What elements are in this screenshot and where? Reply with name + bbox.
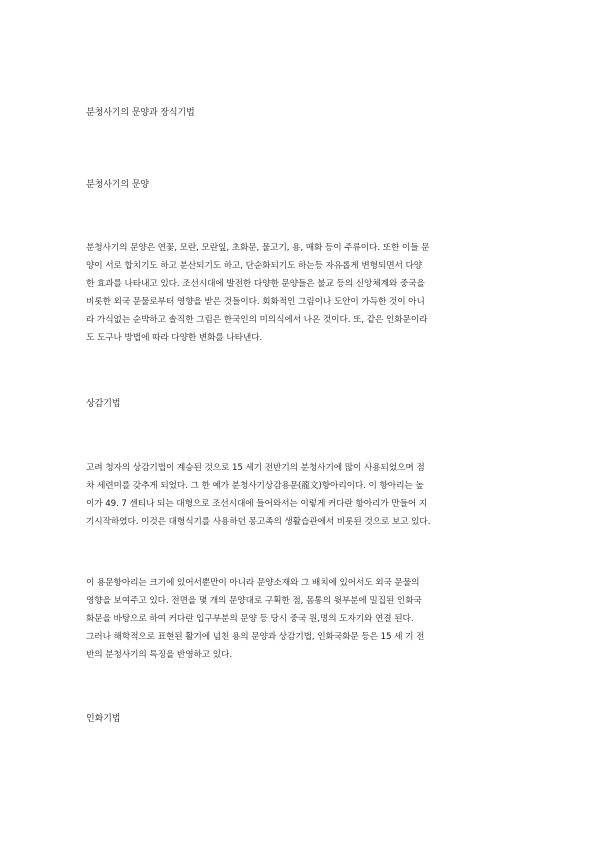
paragraph-line: 고려 청자의 상감기법이 계승된 것으로 15 세기 전반기의 분청사기에 많이 사용되었으며 점	[86, 463, 425, 473]
section-heading-inlay: 상감기법	[86, 399, 121, 409]
section-heading-stamp: 인화기법	[86, 714, 121, 724]
paragraph-line: 화문을 바탕으로 하여 커다란 입구부분의 문양 등 당시 중국 원,명의 도자기와 연결 된다.	[86, 614, 414, 624]
paragraph-line: 라 가식없는 순박하고 솔직한 그림은 한국인의 미의식에서 나온 것이다. 또, 같은 인화문이라	[86, 315, 428, 325]
document-title: 분청사기의 문양과 장식기법	[86, 108, 195, 118]
paragraph-line: 영향을 보여주고 있다. 전면을 몇 개의 문양대로 구획한 점, 몸통의 윗부분에 밀집된 인화국	[86, 596, 422, 606]
paragraph-line: 기시작하였다. 이것은 대형식기를 사용하던 몽고족의 생활습관에서 비롯된 것으로 보고 있다.	[86, 517, 431, 527]
paragraph-line: 차 세련미를 갖추게 되었다. 그 한 예가 분청사기상감용문(龍文)항아리이다. 이 항아리는 높	[86, 481, 424, 491]
paragraph-line: 이 용문항아리는 크기에 있어서뿐만이 아니라 문양소재와 그 배치에 있어서도 외국 문물의	[86, 578, 420, 588]
paragraph-line: 반의 분청사기의 특징을 반영하고 있다.	[86, 650, 232, 660]
paragraph-line: 이가 49. 7 센티나 되는 대형으로 조선시대에 들어와서는 이렇게 커다란 항아리가 만들어 지	[86, 499, 428, 509]
paragraph-line: 양이 서로 합치기도 하고 분산되기도 하고, 단순화되기도 하는등 자유롭게 변형되면서 다양	[86, 261, 423, 271]
paragraph-line: 비롯한 외국 문물로부터 영향을 받은 것들이다. 회화적인 그림이나 도안이 가득한 것이 아니	[86, 297, 425, 307]
paragraph-line: 한 효과를 나타내고 있다. 조선시대에 발전한 다양한 문양들은 불교 등의 신앙체계와 중국을	[86, 279, 425, 289]
paragraph-line: 도 도구나 방법에 따라 다양한 변화를 나타낸다.	[86, 333, 263, 343]
paragraph-line: 그러나 해학적으로 표현된 활기에 넘친 용의 문양과 상감기법, 인화국화문 등은 15 세 기 전	[86, 632, 425, 642]
paragraph-line: 분청사기의 문양은 연꽃, 모란, 모란잎, 초화문, 물고기, 용, 매화 등이 주류이다. 또한 이들 문	[86, 243, 430, 253]
section-heading-patterns: 분청사기의 문양	[86, 180, 149, 190]
